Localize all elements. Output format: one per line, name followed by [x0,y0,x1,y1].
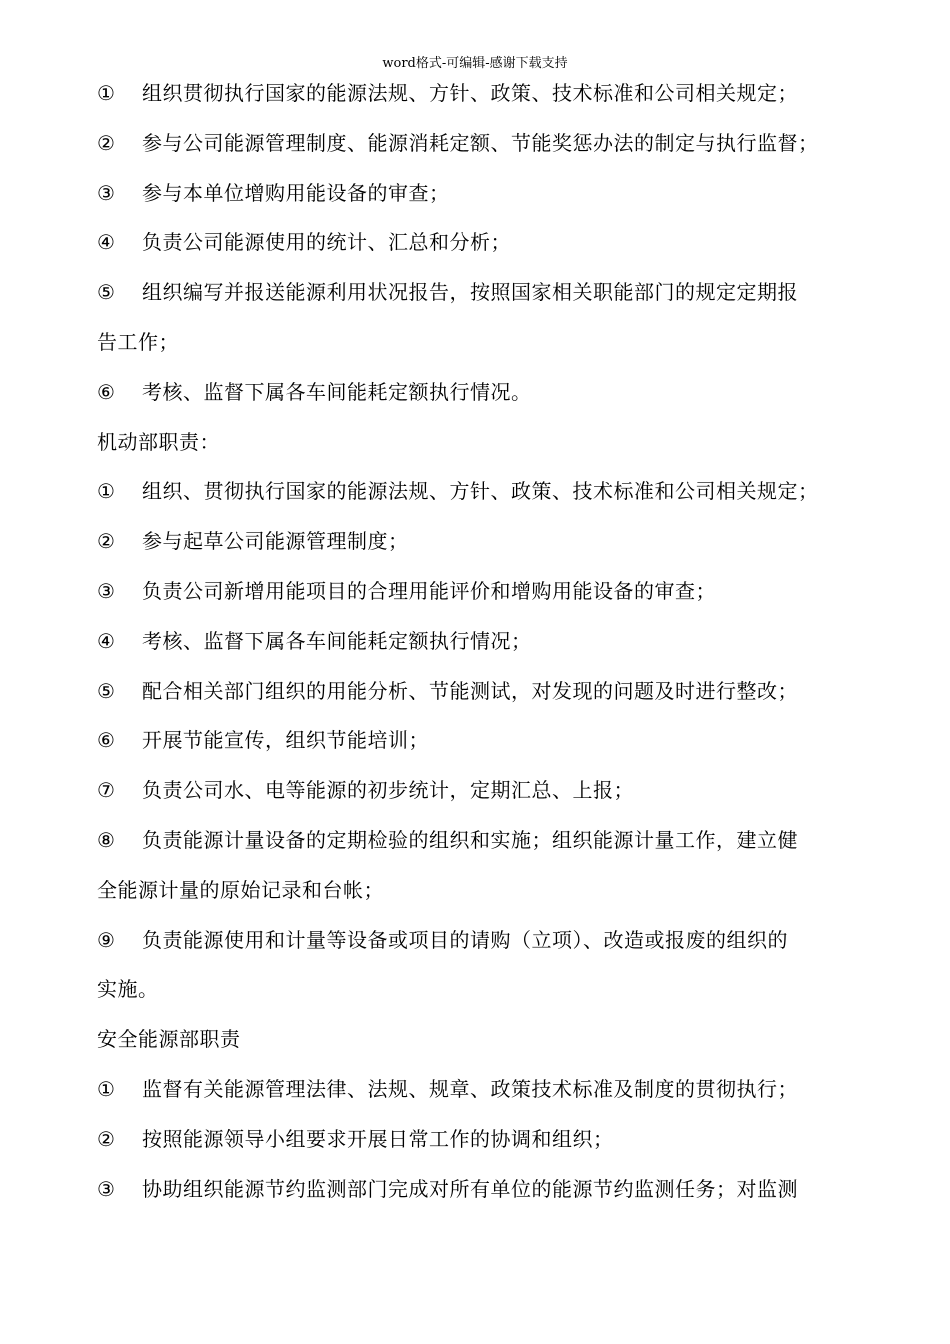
item-number: ⑥ [97,728,115,753]
item-number: ① [97,1077,115,1101]
text-line [97,523,861,559]
line-text: 机动部职责： [97,429,220,454]
text-line [97,75,861,111]
text-line [97,673,861,709]
item-number: ④ [97,230,115,255]
item-number: ⑥ [97,379,115,404]
item-number: ② [97,529,115,554]
line-text: 参与公司能源管理制度、能源消耗定额、节能奖惩办法的制定与执行监督； [142,130,819,155]
item-number: ⑤ [97,678,115,703]
text-line [97,573,861,609]
text-line [97,822,861,858]
line-text: 负责能源计量设备的定期检验的组织和实施；组织能源计量工作，建立健 [142,828,798,852]
text-line [97,1171,861,1207]
line-text: 全能源计量的原始记录和台帐； [97,877,384,902]
text-line [97,473,861,509]
text-line [97,722,861,758]
text-line [97,922,861,958]
text-line [97,224,861,260]
item-number: ④ [97,628,115,653]
item-number: ③ [97,579,115,603]
item-number: ② [97,1126,115,1151]
text-line [97,1021,861,1057]
page-header: word格式-可编辑-感谢下载支持 [382,56,568,71]
item-number: ⑦ [97,778,115,803]
text-line [97,274,861,310]
line-text: 组织贯彻执行国家的能源法规、方针、政策、技术标准和公司相关规定； [142,81,798,105]
line-text: 参与起草公司能源管理制度； [142,529,409,554]
item-number: ③ [97,180,115,205]
line-text: 负责公司水、电等能源的初步统计，定期汇总、上报； [142,778,634,803]
item-number: ③ [97,1176,115,1201]
text-line [97,772,861,808]
line-text: 负责公司新增用能项目的合理用能评价和增购用能设备的审查； [142,579,716,603]
line-text: 负责公司能源使用的统计、汇总和分析； [142,230,511,255]
text-line [97,623,861,659]
line-text: 安全能源部职责 [97,1027,241,1052]
text-line [97,872,861,908]
line-text: 配合相关部门组织的用能分析、节能测试，对发现的问题及时进行整改； [142,678,798,703]
item-number: ② [97,130,115,155]
item-number: ⑤ [97,280,115,305]
line-text: 考核、监督下属各车间能耗定额执行情况。 [142,379,532,404]
line-text: 考核、监督下属各车间能耗定额执行情况； [142,628,532,653]
line-text: 协助组织能源节约监测部门完成对所有单位的能源节约监测任务；对监测 [142,1176,798,1201]
line-text: 开展节能宣传，组织节能培训； [142,728,429,753]
text-line [97,125,861,161]
line-text: 参与本单位增购用能设备的审查； [142,180,450,205]
line-text: 实施。 [97,977,159,1002]
line-text: 监督有关能源管理法律、法规、规章、政策技术标准及制度的贯彻执行； [142,1077,798,1101]
line-text: 告工作； [97,330,179,354]
line-text: 按照能源领导小组要求开展日常工作的协调和组织； [142,1126,614,1151]
text-line [97,324,861,360]
text-line [97,1071,861,1107]
text-line [97,424,861,460]
line-text: 负责能源使用和计量等设备或项目的请购（立项）、改造或报废的组织的 [142,927,788,952]
item-number: ⑨ [97,927,115,952]
item-number: ⑧ [97,828,115,852]
line-text: 组织、贯彻执行国家的能源法规、方针、政策、技术标准和公司相关规定； [142,479,819,504]
text-line [97,971,861,1007]
text-line [97,374,861,410]
text-line [97,1121,861,1157]
line-text: 组织编写并报送能源利用状况报告，按照国家相关职能部门的规定定期报 [142,280,798,305]
item-number: ① [97,479,115,504]
item-number: ① [97,81,115,105]
text-line [97,175,861,211]
